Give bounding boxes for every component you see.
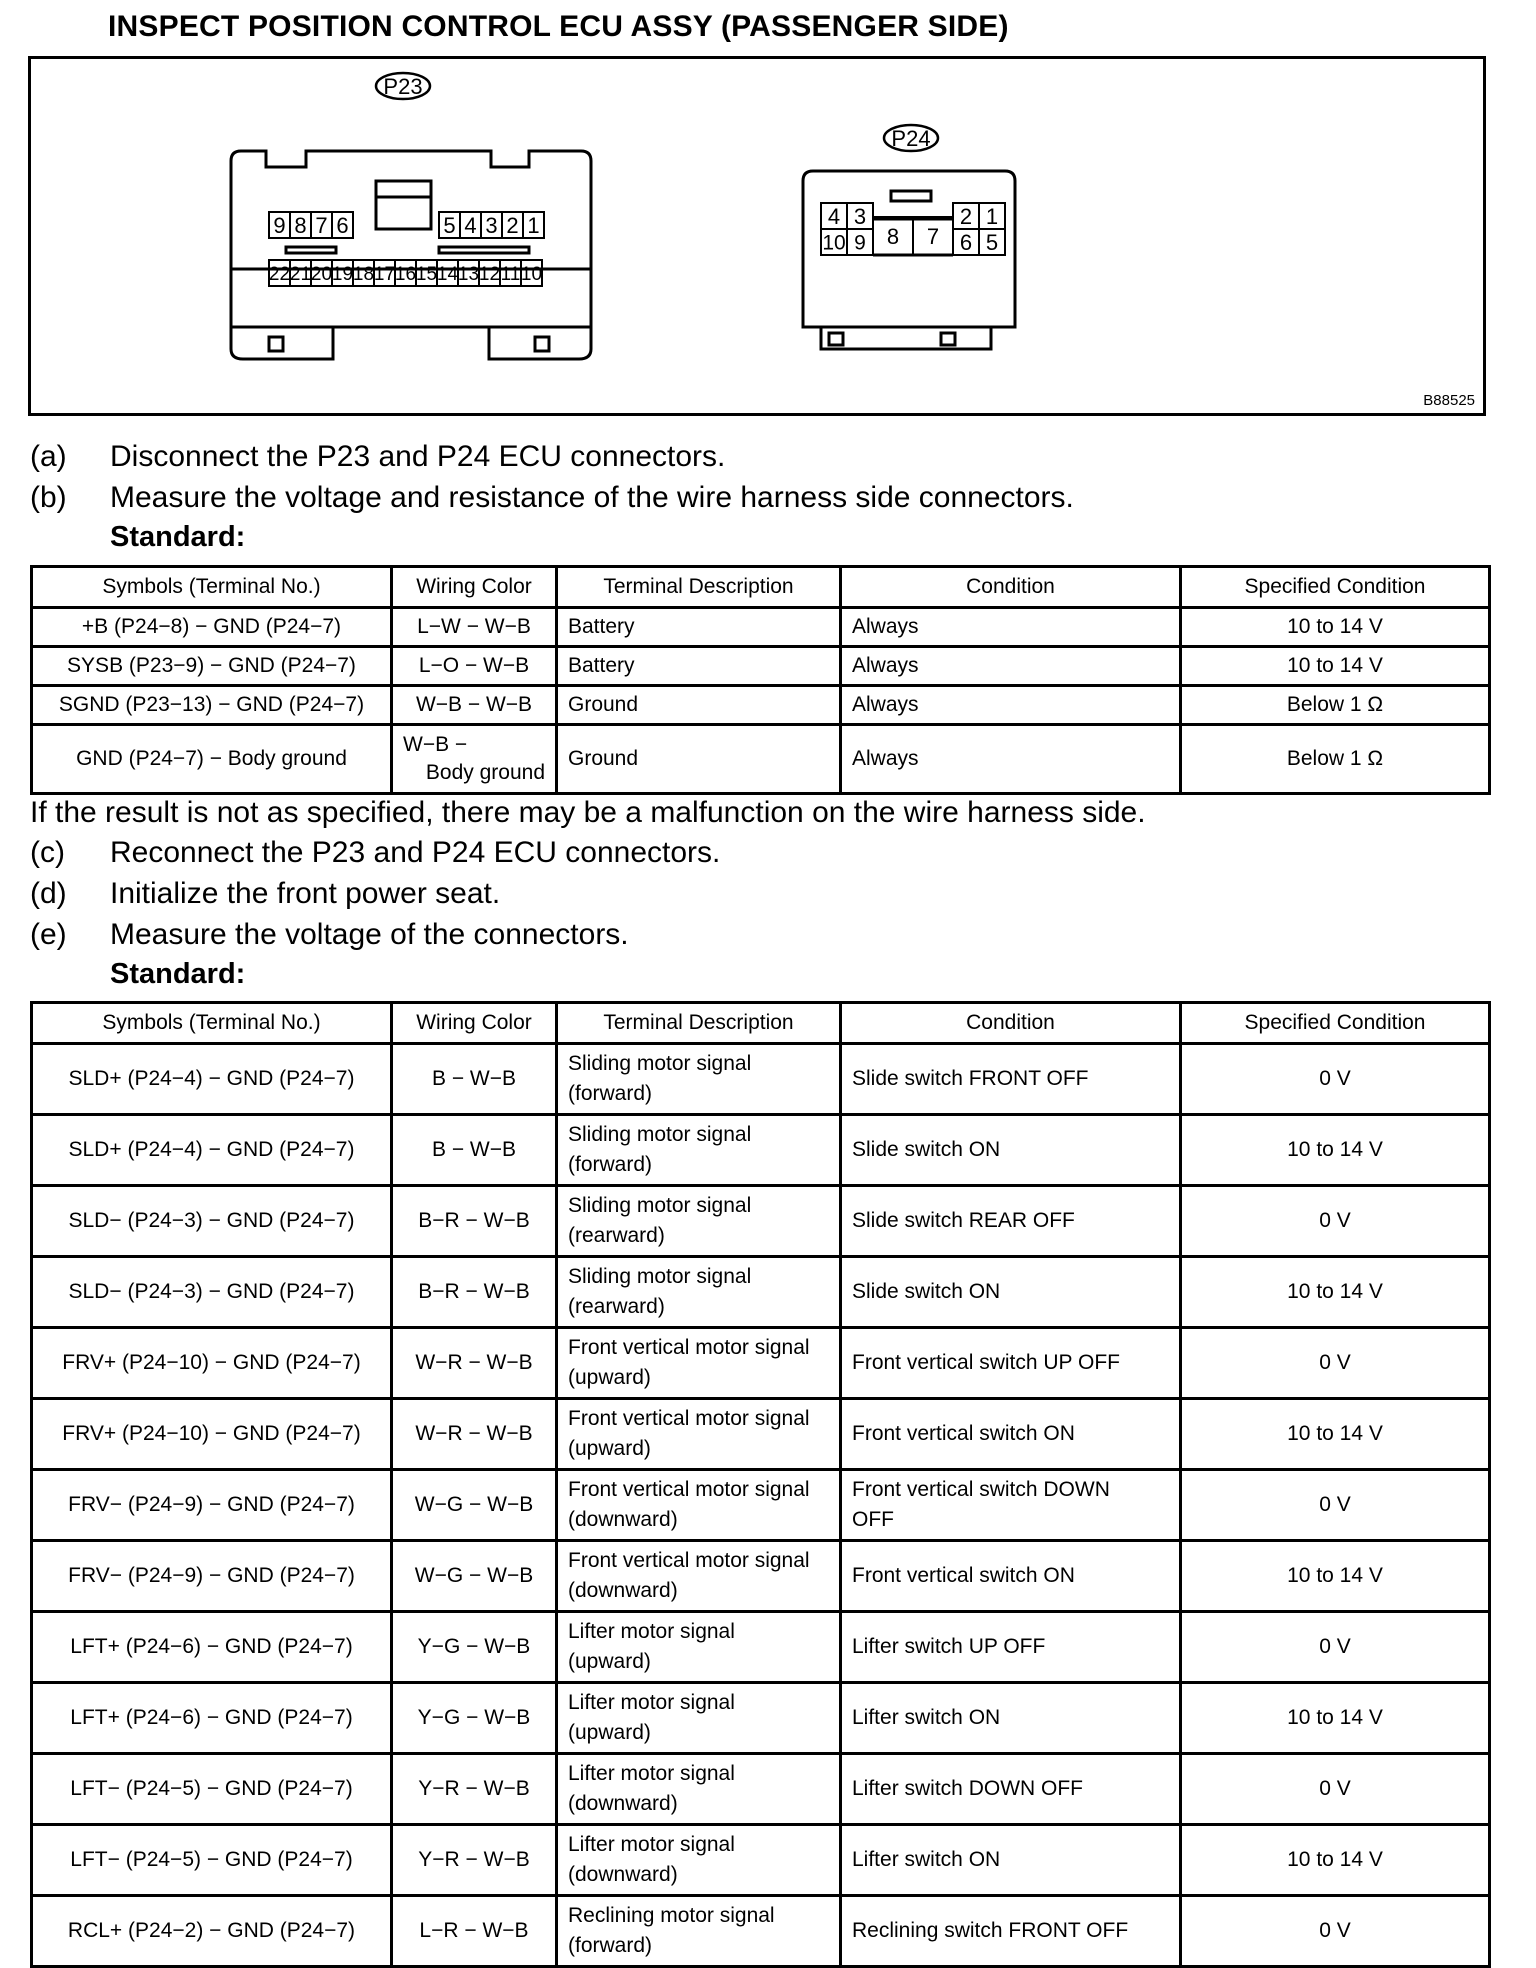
table-row [32,1541,1490,1612]
pin-number: 7 [315,212,328,238]
condition-line-1: Lifter switch UP OFF [852,1635,1046,1658]
step-c-label: (c) [30,836,65,869]
step-c-text: Reconnect the P23 and P24 ECU connectors. [110,836,721,869]
pin-number: 9 [273,212,286,238]
description-cell [557,1754,841,1825]
table-row [32,1044,1490,1115]
description-line-2: (upward) [568,1650,651,1673]
table-row [32,686,1490,725]
t2-header-description: Terminal Description [557,1003,841,1044]
specified-cell: 10 to 14 V [1181,1825,1490,1896]
condition-cell [841,1470,1181,1541]
condition-cell [841,1257,1181,1328]
pin-number: 19 [331,263,354,285]
description-line-2: (downward) [568,1508,678,1531]
pin-number: 8 [294,212,307,238]
description-cell [557,1683,841,1754]
result-note: If the result is not as specified, there may be a malfunction on the wire harness side. [30,796,1146,829]
step-b-label: (b) [30,481,67,514]
description-line-2: (forward) [568,1153,653,1176]
step-a-text: Disconnect the P23 and P24 ECU connectors. [110,440,726,473]
condition-cell [841,1328,1181,1399]
table-row [32,1399,1490,1470]
wiring-cell: L−R − W−B [392,1896,557,1967]
symbol-cell: FRV− (P24−9) − GND (P24−7) [32,1470,392,1541]
wiring-cell: B − W−B [392,1115,557,1186]
specified-cell: 10 to 14 V [1181,1257,1490,1328]
condition-line-1: Lifter switch DOWN OFF [852,1777,1084,1800]
description-line-2: (downward) [568,1863,678,1886]
pin-number: 20 [310,263,333,285]
connector-diagram [31,59,1483,413]
step-d-label: (d) [30,877,67,910]
condition-line-1: Slide switch ON [852,1138,1001,1161]
table-row [32,1683,1490,1754]
symbol-cell: SYSB (P23−9) − GND (P24−7) [32,647,392,686]
description-line-1: Sliding motor signal [568,1123,752,1146]
standard-heading-1: Standard: [110,521,246,553]
step-b [30,481,1074,515]
symbol-cell: SLD+ (P24−4) − GND (P24−7) [32,1115,392,1186]
pin-number: 12 [478,263,501,285]
pin-number: 21 [289,263,312,285]
table-row [32,1257,1490,1328]
step-e-text: Measure the voltage of the connectors. [110,918,629,951]
p24-pin-grid [821,203,1005,255]
symbol-cell: GND (P24−7) − Body ground [32,725,392,794]
condition-line-1: Front vertical switch UP OFF [852,1351,1120,1374]
description-cell: Ground [557,686,841,725]
description-line-1: Sliding motor signal [568,1052,752,1075]
condition-cell: Always [841,686,1181,725]
pin-number: 22 [268,263,291,285]
condition-cell [841,1115,1181,1186]
condition-cell [841,1896,1181,1967]
description-line-1: Sliding motor signal [568,1194,752,1217]
pin-number: 18 [352,263,375,285]
pin-number: 1 [527,212,540,238]
description-cell [557,1115,841,1186]
spec-table-1 [30,565,1491,795]
pin-number: 2 [506,212,519,238]
description-line-2: (forward) [568,1934,653,1957]
specified-cell: 0 V [1181,1186,1490,1257]
wiring-cell: L−O − W−B [392,647,557,686]
t2-header-wiring: Wiring Color [392,1003,557,1044]
condition-cell [841,1541,1181,1612]
step-d [30,877,500,911]
wiring-cell: W−B − W−B [392,686,557,725]
condition-line-1: Front vertical switch ON [852,1422,1075,1445]
pin-number: 3 [485,212,498,238]
condition-line-1: Front vertical switch DOWN [852,1478,1110,1501]
table-row [32,1754,1490,1825]
description-line-1: Lifter motor signal [568,1762,735,1785]
step-a-label: (a) [30,440,67,473]
wiring-cell: W−R − W−B [392,1399,557,1470]
specified-cell: 10 to 14 V [1181,1115,1490,1186]
condition-line-1: Slide switch ON [852,1280,1001,1303]
connector-figure [28,56,1486,416]
t2-header-symbols: Symbols (Terminal No.) [32,1003,392,1044]
pin-number: 16 [394,263,417,285]
symbol-cell: FRV+ (P24−10) − GND (P24−7) [32,1399,392,1470]
symbol-cell: SLD− (P24−3) − GND (P24−7) [32,1257,392,1328]
description-line-1: Lifter motor signal [568,1833,735,1856]
description-line-1: Front vertical motor signal [568,1478,810,1501]
condition-cell: Always [841,608,1181,647]
figure-code: B88525 [1423,392,1475,409]
description-cell [557,1541,841,1612]
pin-number: 8 [886,223,900,249]
condition-line-1: Reclining switch FRONT OFF [852,1919,1129,1942]
description-cell [557,1257,841,1328]
step-c [30,836,720,870]
pin-number: 1 [985,203,999,229]
symbol-cell: FRV− (P24−9) − GND (P24−7) [32,1541,392,1612]
description-line-1: Front vertical motor signal [568,1407,810,1430]
step-d-text: Initialize the front power seat. [110,877,501,910]
pin-number: 17 [373,263,396,285]
specified-cell: 10 to 14 V [1181,1683,1490,1754]
pin-number: 6 [336,212,349,238]
condition-line-1: Front vertical switch ON [852,1564,1075,1587]
symbol-cell: LFT+ (P24−6) − GND (P24−7) [32,1612,392,1683]
spec-table-2 [30,1001,1491,1968]
specified-cell: 0 V [1181,1044,1490,1115]
p23-pin-grid [269,212,544,286]
table-row [32,1825,1490,1896]
description-line-2: (rearward) [568,1224,665,1247]
specified-cell: 0 V [1181,1754,1490,1825]
condition-cell [841,1044,1181,1115]
pin-number: 6 [959,229,973,255]
symbol-cell: FRV+ (P24−10) − GND (P24−7) [32,1328,392,1399]
description-line-2: (upward) [568,1366,651,1389]
description-line-1: Sliding motor signal [568,1265,752,1288]
description-cell [557,1328,841,1399]
p23-center-lock [376,181,431,229]
specified-cell: 10 to 14 V [1181,647,1490,686]
table-row [32,1186,1490,1257]
description-cell: Battery [557,608,841,647]
specified-cell: 10 to 14 V [1181,1541,1490,1612]
wiring-cell: B−R − W−B [392,1257,557,1328]
description-cell: Ground [557,725,841,794]
wiring-cell: B−R − W−B [392,1186,557,1257]
pin-number: 5 [443,212,456,238]
description-line-1: Reclining motor signal [568,1904,775,1927]
wiring-line-2: Body ground [425,761,545,784]
description-line-1: Lifter motor signal [568,1620,735,1643]
wiring-cell: Y−G − W−B [392,1683,557,1754]
pin-number: 13 [457,263,480,285]
description-line-2: (upward) [568,1437,651,1460]
pin-number: 9 [854,231,866,255]
t2-header-specified: Specified Condition [1181,1003,1490,1044]
specified-cell: 0 V [1181,1612,1490,1683]
specified-cell: 0 V [1181,1328,1490,1399]
condition-cell [841,1399,1181,1470]
condition-line-1: Slide switch FRONT OFF [852,1067,1089,1090]
t1-header-specified: Specified Condition [1181,567,1490,608]
table-row [32,1470,1490,1541]
pin-number: 14 [436,263,459,285]
wiring-line-1: W−B − [403,733,468,756]
symbol-cell: +B (P24−8) − GND (P24−7) [32,608,392,647]
specified-cell: Below 1 Ω [1181,686,1490,725]
description-cell [557,1399,841,1470]
condition-cell: Always [841,725,1181,794]
description-cell [557,1044,841,1115]
wiring-cell: L−W − W−B [392,608,557,647]
wiring-cell: Y−R − W−B [392,1754,557,1825]
symbol-cell: SLD+ (P24−4) − GND (P24−7) [32,1044,392,1115]
pin-number: 4 [827,203,841,229]
pin-number: 3 [853,203,867,229]
pin-number: 2 [959,203,973,229]
specified-cell: 10 to 14 V [1181,1399,1490,1470]
condition-cell [841,1754,1181,1825]
condition-cell: Always [841,647,1181,686]
description-line-2: (downward) [568,1579,678,1602]
description-line-2: (upward) [568,1721,651,1744]
description-cell [557,1825,841,1896]
description-line-2: (downward) [568,1792,678,1815]
symbol-cell: LFT− (P24−5) − GND (P24−7) [32,1825,392,1896]
symbol-cell: SLD− (P24−3) − GND (P24−7) [32,1186,392,1257]
page-title: INSPECT POSITION CONTROL ECU ASSY (PASSENGER SIDE) [108,10,1009,43]
step-a [30,440,725,474]
wiring-cell: B − W−B [392,1044,557,1115]
condition-cell [841,1186,1181,1257]
description-cell [557,1470,841,1541]
description-cell [557,1612,841,1683]
table-row [32,725,1490,794]
wiring-cell: Y−G − W−B [392,1612,557,1683]
step-e [30,918,629,952]
description-line-1: Front vertical motor signal [568,1549,810,1572]
wiring-cell [392,725,557,794]
t1-header-symbols: Symbols (Terminal No.) [32,567,392,608]
pin-number: 10 [822,231,846,255]
specified-cell: 0 V [1181,1896,1490,1967]
description-cell [557,1186,841,1257]
table-row [32,1896,1490,1967]
description-line-1: Lifter motor signal [568,1691,735,1714]
p24-label: P24 [891,126,931,151]
wiring-cell: W−R − W−B [392,1328,557,1399]
condition-line-1: Lifter switch ON [852,1848,1001,1871]
table-row [32,1115,1490,1186]
condition-cell [841,1612,1181,1683]
condition-line-1: Lifter switch ON [852,1706,1001,1729]
description-cell: Battery [557,647,841,686]
description-line-2: (rearward) [568,1295,665,1318]
standard-heading-2: Standard: [110,958,246,990]
step-b-text: Measure the voltage and resistance of the wire harness side connectors. [110,481,1074,514]
table-row [32,1612,1490,1683]
symbol-cell: SGND (P23−13) − GND (P24−7) [32,686,392,725]
symbol-cell: LFT− (P24−5) − GND (P24−7) [32,1754,392,1825]
wiring-cell: W−G − W−B [392,1541,557,1612]
pin-number: 5 [985,229,999,255]
specified-cell: 10 to 14 V [1181,608,1490,647]
table-row [32,608,1490,647]
symbol-cell: LFT+ (P24−6) − GND (P24−7) [32,1683,392,1754]
condition-line-1: Slide switch REAR OFF [852,1209,1075,1232]
p23-label: P23 [383,74,423,99]
wiring-cell: W−G − W−B [392,1470,557,1541]
specified-cell: 0 V [1181,1470,1490,1541]
table-row [32,1328,1490,1399]
t1-header-wiring: Wiring Color [392,567,557,608]
wiring-cell: Y−R − W−B [392,1825,557,1896]
specified-cell: Below 1 Ω [1181,725,1490,794]
pin-number: 10 [520,263,543,285]
description-line-2: (forward) [568,1082,653,1105]
description-cell [557,1896,841,1967]
condition-line-2: OFF [852,1508,894,1531]
condition-cell [841,1825,1181,1896]
pin-number: 7 [926,223,940,249]
t1-header-condition: Condition [841,567,1181,608]
table-row [32,647,1490,686]
step-e-label: (e) [30,918,67,951]
symbol-cell: RCL+ (P24−2) − GND (P24−7) [32,1896,392,1967]
pin-number: 15 [415,263,438,285]
description-line-1: Front vertical motor signal [568,1336,810,1359]
pin-number: 11 [500,263,521,285]
pin-number: 4 [464,212,477,238]
t2-header-condition: Condition [841,1003,1181,1044]
p24-latch [821,327,991,349]
t1-header-description: Terminal Description [557,567,841,608]
condition-cell [841,1683,1181,1754]
